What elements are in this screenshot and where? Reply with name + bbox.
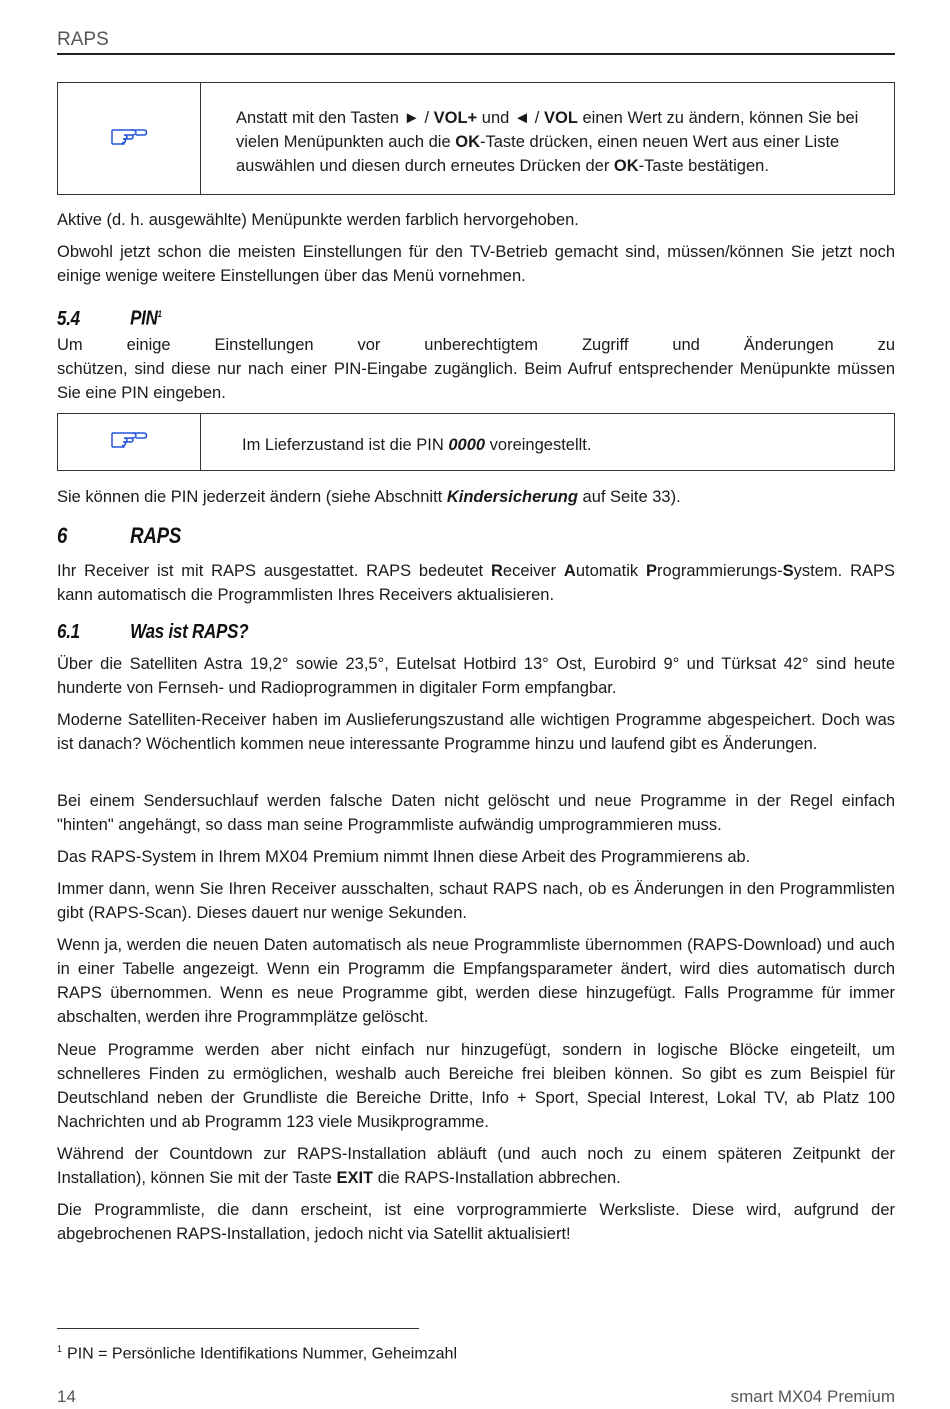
- paragraph-active-items: Aktive (d. h. ausgewählte) Menüpunkte werden farblich hervorgehoben.: [57, 211, 579, 229]
- section-heading-6-1: 6.1 Was ist RAPS?: [57, 621, 249, 643]
- exit-key-label: EXIT: [336, 1169, 374, 1187]
- product-name: smart MX04 Premium: [730, 1387, 895, 1406]
- hint-box-default-pin: [57, 413, 895, 471]
- paragraph-factory-list: Die Programmliste, die dann erscheint, ist eine vorprogrammierte Werksliste. Diese wird, aufgrund der abgebrochenen RAPS-Installation, jedoch nicht via Satellit aktualisiert!: [57, 1201, 895, 1243]
- default-pin-value: 0000: [448, 436, 486, 454]
- paragraph-pin-line1: Um einige Einstellungen vor unberechtigtem Zugriff und Änderungen zu: [57, 336, 895, 354]
- paragraph-raps-scan: Immer dann, wenn Sie Ihren Receiver ausschalten, schaut RAPS nach, ob es Änderungen in den Programmlisten gibt (RAPS-Scan). Dieses dauert nur wenige Sekunden.: [57, 880, 895, 922]
- running-header: RAPS: [57, 29, 109, 50]
- paragraph-raps-intro: Ihr Receiver ist mit RAPS ausgestattet. RAPS bedeutet Receiver Automatik Programmierungs-System. RAPS kann automatisch die Programmlisten Ihres Receivers aktualisieren.: [57, 562, 896, 604]
- footnote-rule: [57, 1328, 419, 1329]
- section-heading-6: 6 RAPS: [57, 523, 182, 548]
- pointing-hand-icon: [110, 121, 148, 151]
- paragraph-satellites: Über die Satelliten Astra 19,2° sowie 23,5°, Eutelsat Hotbird 13° Ost, Eurobird 9° und Türksat 42° sind heute hunderte von Fernseh- und Radioprogrammen in digitaler Form empfangbar.: [57, 655, 895, 697]
- paragraph-modern-receivers: Moderne Satelliten-Receiver haben im Auslieferungszustand alle wichtigen Programme abgespeichert. Doch was ist danach? Wöchentlich kommen neue interessante Programme hinzu und laufend gibt es Änderungen.: [57, 711, 895, 753]
- document-page: [57, 0, 896, 1406]
- paragraph-pin: schützen, sind diese nur nach einer PIN-Eingabe zugänglich. Beim Aufruf entsprechender Menüpunkte müssen Sie eine PIN eingeben.: [57, 360, 895, 402]
- hint-text: Im Lieferzustand ist die PIN 0000 voreingestellt.: [242, 436, 592, 454]
- hint-icon-cell: [58, 414, 201, 470]
- footnote: $^1$ PIN = Persönliche Identifikations Nummer, Geheimzahl: [57, 1344, 457, 1363]
- hint-text: Anstatt mit den Tasten ► / VOL+ und ◄ / VOL einen Wert zu ändern, können Sie bei vielen Menüpunkten auch die OK-Taste drücken, einen neuen Wert aus einer Liste auswählen und diesen durch erneutes Drücken der OK-Taste bestätigen.: [236, 109, 859, 175]
- footnote-ref: 1: [157, 309, 162, 319]
- paragraph-raps-download: Wenn ja, werden die neuen Daten automatisch als neue Programmliste übernommen (RAPS-Download) und auch in einer Tabelle angezeigt. Wenn ein Programm die Empfangsparameter ändert, wird dies automatisch durch RAPS übernommen. Wenn es neue Programme gibt, werden diese hinzugefügt. Falls Programme für immer abschalten, werden ihre Programmplätze gelöscht.: [57, 936, 895, 1026]
- paragraph-change-pin: Sie können die PIN jederzeit ändern (siehe Abschnitt Kindersicherung auf Seite 33).: [57, 488, 681, 506]
- paragraph-countdown: Während der Countdown zur RAPS-Installation abläuft (und auch noch zu einem späteren Zeitpunkt der Installation), können Sie mit der Taste EXIT die RAPS-Installation abbrechen.: [57, 1145, 895, 1187]
- paragraph-settings: Obwohl jetzt schon die meisten Einstellungen für den TV-Betrieb gemacht sind, müssen/können Sie jetzt noch einige wenige weitere Einstellungen über das Menü vornehmen.: [57, 243, 895, 285]
- paragraph-raps-system: Das RAPS-System in Ihrem MX04 Premium nimmt Ihnen diese Arbeit des Programmierens ab.: [57, 848, 751, 866]
- header-rule: [57, 53, 895, 55]
- section-heading-5-4: 5.4 PIN$^1$: [57, 307, 162, 330]
- section-reference-link[interactable]: Kindersicherung: [446, 488, 578, 506]
- page-number: 14: [57, 1387, 76, 1406]
- paragraph-logical-blocks: Neue Programme werden aber nicht einfach nur hinzugefügt, sondern in logische Blöcke eingeteilt, um schnelleres Finden zu ermöglichen, weshalb auch Bereiche frei bleiben können. So gibt es zum Beispiel für Deutschland neben der Grundliste die Bereiche Dritte, Info + Sport, Special Interest, Lokal TV, ab Platz 100 Nachrichten und ab Programm 123 viele Musikprogramme.: [57, 1041, 895, 1131]
- pointing-hand-icon: [110, 424, 148, 454]
- paragraph-channel-scan: Bei einem Sendersuchlauf werden falsche Daten nicht gelöscht und neue Programme in der Regel einfach "hinten" angehängt, so dass man seine Programmliste aufwändig umprogrammieren muss.: [57, 792, 895, 834]
- hint-box-ok-key: [57, 82, 895, 195]
- hint-icon-cell: [58, 83, 201, 194]
